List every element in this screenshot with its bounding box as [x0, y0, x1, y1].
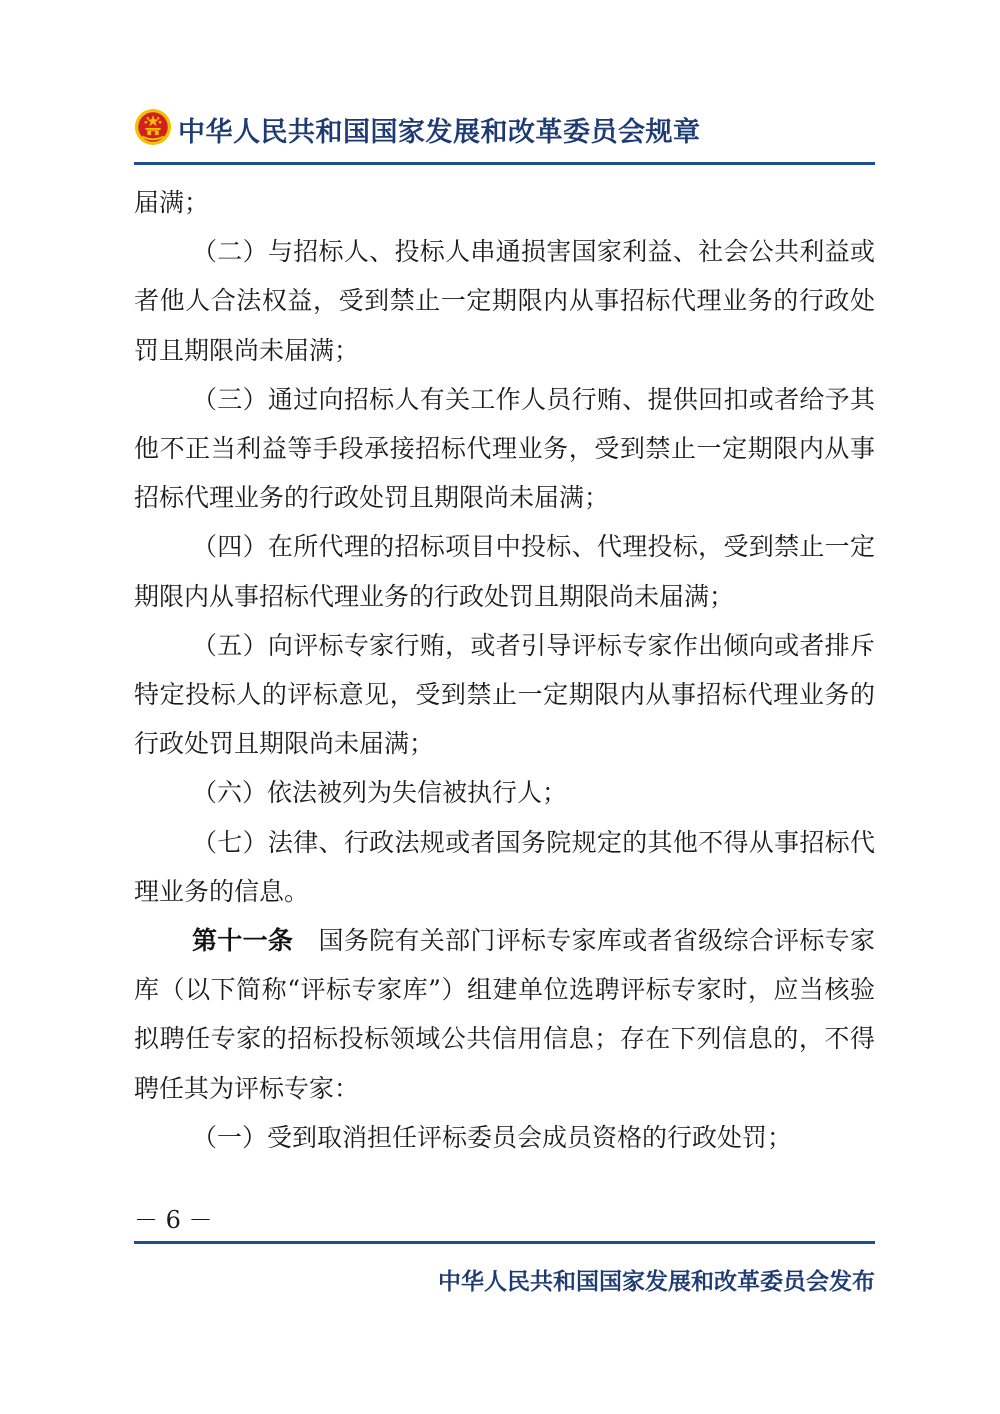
header-divider — [134, 162, 875, 165]
list-item-6: （六）依法被列为失信被执行人； — [192, 778, 568, 808]
list-item-3: （三）通过向招标人有关工作人员行贿、提供回扣或者给予其他不正当利益等手段承接招标代理业务，受到禁止一定期限内从事招标代理业务的行政处罚且期限尚未届满； — [134, 384, 875, 513]
list-item-1: （一）受到取消担任评标委员会成员资格的行政处罚； — [192, 1122, 793, 1152]
list-item-2: （二）与招标人、投标人串通损害国家利益、社会公共利益或者他人合法权益，受到禁止一定期限内从事招标代理业务的行政处罚且期限尚未届满； — [134, 237, 875, 365]
list-item-5: （五）向评标专家行贿，或者引导评标专家作出倾向或者排斥特定投标人的评标意见，受到禁止一定期限内从事招标代理业务的行政处罚且期限尚未届满； — [134, 630, 875, 759]
paragraph-continuation: 届满； — [134, 188, 210, 217]
list-item-7: （七）法律、行政法规或者国务院规定的其他不得从事招标代理业务的信息。 — [134, 827, 875, 906]
article-text: 国务院有关部门评标专家库或者省级综合评标专家库（以下简称“评标专家库”）组建单位选聘评标专家时，应当核验拟聘任专家的招标投标领域公共信用信息；存在下列信息的，不得聘任其为评标专家： — [134, 926, 875, 1103]
article-label: 第十一条 — [192, 926, 294, 956]
page-header — [134, 104, 874, 154]
national-emblem-icon — [134, 108, 172, 146]
document-body — [134, 178, 875, 1162]
header-title: 中华人民共和国国家发展和改革委员会规章 — [178, 117, 701, 148]
footer-title: 中华人民共和国国家发展和改革委员会发布 — [438, 1269, 875, 1295]
list-item-4: （四）在所代理的招标项目中投标、代理投标，受到禁止一定期限内从事招标代理业务的行政处罚且期限尚未届满； — [134, 532, 875, 611]
article-11-paragraph — [134, 916, 875, 1113]
page-number: － 6 － — [134, 1206, 213, 1234]
footer-divider — [134, 1241, 875, 1244]
